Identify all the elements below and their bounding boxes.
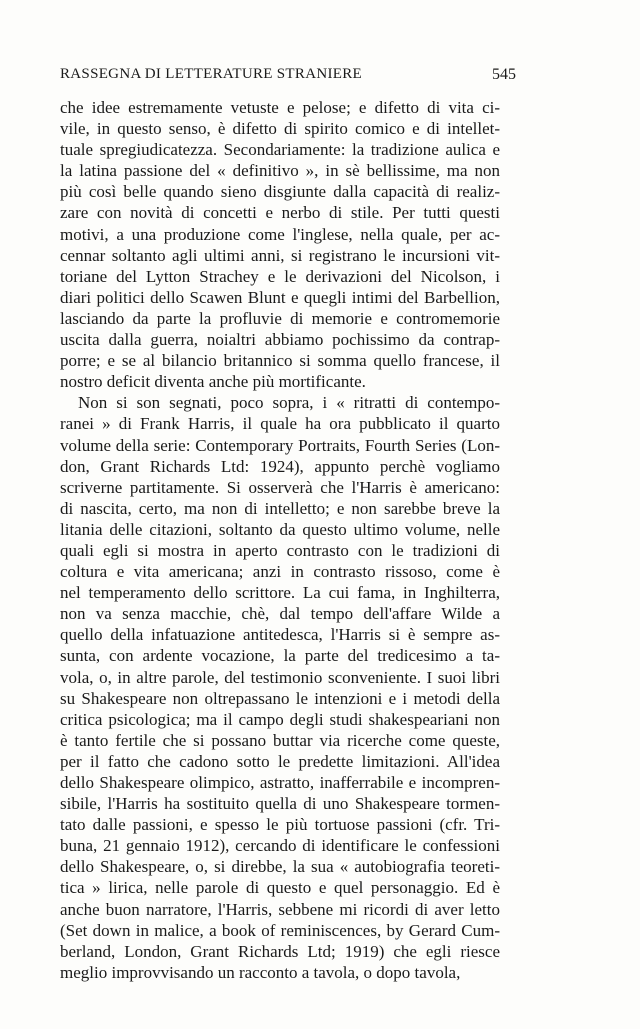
text-line: nel temperamento dello scrittore. La cui fama, in Inghilterra,: [60, 583, 500, 603]
text-line: don, Grant Richards Ltd: 1924), appunto perchè vogliamo: [60, 456, 500, 476]
text-line: quello della infatuazione antitedesca, l'Harris si è sempre as-: [60, 625, 500, 645]
text-line: ranei » di Frank Harris, il quale ha ora pubblicato il quarto: [60, 414, 500, 434]
text-line: è tanto fertile che si possano buttar via ricerche come queste,: [60, 730, 500, 750]
text-line: motivi, a una produzione come l'inglese, nella quale, per ac-: [60, 224, 500, 244]
text-line: uscita dalla guerra, noialtri abbiamo pochissimo da contrap-: [60, 330, 500, 350]
text-line: dello Shakespeare, o, si direbbe, la sua « autobiografia teoreti-: [60, 857, 500, 877]
text-line: dello Shakespeare olimpico, astratto, inafferrabile e incompren-: [60, 773, 500, 792]
text-line: scriverne partitamente. Si osserverà che l'Harris è americano:: [60, 477, 500, 497]
text-line: vola, o, in altre parole, del testimonio sconveniente. I suoi libri: [60, 667, 500, 687]
text-line: coltura e vita americana; anzi in contrasto rissoso, come è: [60, 562, 500, 582]
paragraph-1: [60, 97, 500, 392]
text-line: anche buon narratore, l'Harris, sebbene mi ricordi di aver letto: [60, 899, 500, 919]
text-line: di nascita, certo, ma non di intelletto; e non sarebbe breve la: [60, 498, 500, 518]
text-line: tuale spregiudicatezza. Secondariamente: la tradizione aulica e: [60, 140, 500, 160]
text-line: buna, 21 gennaio 1912), cercando di identificare le confessioni: [60, 836, 500, 856]
text-line: non va senza macchie, chè, dal tempo dell'affare Wilde a: [60, 604, 500, 624]
running-title: RASSEGNA DI LETTERATURE STRANIERE: [60, 66, 362, 82]
text-line: tica » lirica, nelle parole di questo e quel personaggio. Ed è: [60, 878, 500, 898]
text-line: Non si son segnati, poco sopra, i « ritratti di contempo-: [78, 393, 500, 413]
page-number: 545: [492, 66, 516, 83]
text-line: vile, in questo senso, è difetto di spirito comico e di intellet-: [60, 119, 500, 139]
text-line: berland, London, Grant Richards Ltd; 1919) che egli riesce: [60, 941, 500, 961]
text-line: critica psicologica; ma il campo degli studi shakespeariani non: [60, 709, 500, 729]
text-line: volume della serie: Contemporary Portraits, Fourth Series (Lon-: [60, 435, 500, 455]
text-line: diari politici dello Scawen Blunt e quegli intimi del Barbellion,: [60, 287, 500, 307]
body-text: [60, 97, 500, 983]
text-line: (Set down in malice, a book of reminiscences, by Gerard Cum-: [60, 920, 500, 940]
running-head: [60, 66, 516, 86]
text-line: lasciando da parte la profluvie di memorie e contromemorie: [60, 308, 500, 328]
paragraph-2: [60, 392, 500, 983]
text-line: porre; e se al bilancio britannico si somma quello francese, il: [60, 351, 500, 371]
text-line: su Shakespeare non oltrepassano le intenzioni e i metodi della: [60, 688, 500, 708]
text-line: più così belle quando sieno disgiunte dalla capacità di realiz-: [60, 182, 500, 202]
text-line: toriane del Lytton Strachey e le derivazioni del Nicolson, i: [60, 266, 500, 286]
text-line: sunta, con ardente vocazione, la parte del tredicesimo a ta-: [60, 646, 500, 666]
text-line: nostro deficit diventa anche più mortificante.: [60, 372, 366, 392]
text-line: la latina passione del « definitivo », in sè bellissime, ma non: [60, 161, 500, 181]
text-line: meglio improvvisando un racconto a tavola, o dopo tavola,: [60, 962, 461, 982]
text-line: per il fatto che cadono sotto le predette limitazioni. All'idea: [60, 751, 500, 771]
text-line: cennar soltanto agli ultimi anni, si registrano le incursioni vit-: [60, 245, 500, 265]
text-line: zare con novità di concetti e nerbo di stile. Per tutti questi: [60, 203, 500, 223]
text-line: litania delle citazioni, soltanto da questo ultimo volume, nelle: [60, 519, 500, 539]
text-line: che idee estremamente vetuste e pelose; e difetto di vita ci-: [60, 98, 500, 117]
text-line: tato dalle passioni, e spesso le più tortuose passioni (cfr. Tri-: [60, 815, 500, 835]
text-line: sibile, l'Harris ha sostituito quella di uno Shakespeare tormen-: [60, 794, 500, 814]
text-line: quali egli si mostra in aperto contrasto con le tradizioni di: [60, 540, 500, 560]
